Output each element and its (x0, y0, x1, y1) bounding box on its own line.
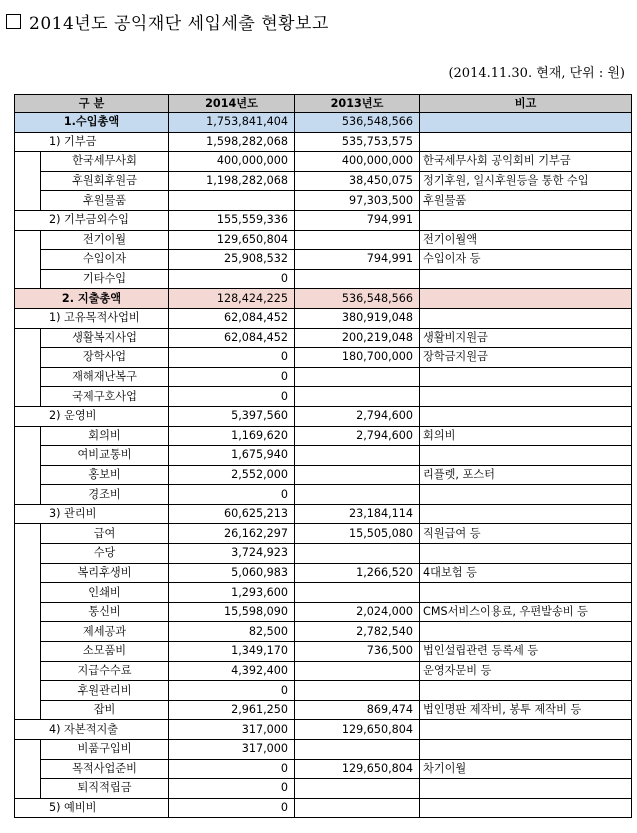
category-label: 1) 기부금 (15, 132, 169, 152)
remark (420, 544, 632, 564)
indent-cell (15, 524, 41, 720)
remark (420, 406, 632, 426)
remark: 직원급여 등 (420, 524, 632, 544)
amount-2013 (295, 779, 420, 799)
indent-cell (15, 426, 41, 504)
amount-2013: 1,266,520 (295, 563, 420, 583)
amount-2013 (295, 446, 420, 466)
item-label: 지급수수료 (41, 661, 169, 681)
amount-2013: 129,650,804 (295, 759, 420, 779)
table-row (15, 367, 632, 387)
table-row (15, 387, 632, 407)
amount-2013 (295, 367, 420, 387)
amount-2014: 0 (169, 387, 295, 407)
table-header (15, 95, 632, 113)
amount-2013 (295, 544, 420, 564)
remark (420, 583, 632, 603)
item-label: 통신비 (41, 602, 169, 622)
table-row (15, 191, 632, 211)
item-label: 퇴직적립금 (41, 779, 169, 799)
item-label: 복리후생비 (41, 563, 169, 583)
remark: 운영자문비 등 (420, 661, 632, 681)
amount-2014: 1,293,600 (169, 583, 295, 603)
table-row (15, 661, 632, 681)
indent-cell (15, 152, 41, 211)
amount-2014: 60,625,213 (169, 504, 295, 524)
table-body (15, 113, 632, 818)
remark (420, 132, 632, 152)
amount-2013 (295, 465, 420, 485)
table-row (15, 544, 632, 564)
remark (420, 740, 632, 760)
amount-2014: 82,500 (169, 622, 295, 642)
amount-2013 (295, 230, 420, 250)
item-label: 비품구입비 (41, 740, 169, 760)
table-row (15, 210, 632, 230)
amount-2014: 317,000 (169, 740, 295, 760)
table-row (15, 113, 632, 133)
item-label: 후원물품 (41, 191, 169, 211)
amount-2014: 1,675,940 (169, 446, 295, 466)
amount-2014: 1,198,282,068 (169, 171, 295, 191)
remark (420, 367, 632, 387)
remark: 생활비지원금 (420, 328, 632, 348)
table-row (15, 798, 632, 818)
amount-2013: 15,505,080 (295, 524, 420, 544)
remark (420, 779, 632, 799)
remark (420, 504, 632, 524)
item-label: 생활복지사업 (41, 328, 169, 348)
amount-2014: 0 (169, 269, 295, 289)
checkbox-icon (6, 14, 21, 29)
item-label: 수당 (41, 544, 169, 564)
amount-2014: 3,724,923 (169, 544, 295, 564)
table-row (15, 583, 632, 603)
amount-2014: 25,908,532 (169, 250, 295, 270)
table-row (15, 681, 632, 701)
table-row (15, 700, 632, 720)
remark (420, 681, 632, 701)
amount-2014: 1,169,620 (169, 426, 295, 446)
table-row (15, 465, 632, 485)
amount-2013: 38,450,075 (295, 171, 420, 191)
item-label: 인쇄비 (41, 583, 169, 603)
item-label: 목적사업준비 (41, 759, 169, 779)
table-row (15, 642, 632, 662)
amount-2013: 23,184,114 (295, 504, 420, 524)
item-label: 전기이월 (41, 230, 169, 250)
item-label: 후원회후원금 (41, 171, 169, 191)
remark: 수입이자 등 (420, 250, 632, 270)
category-label: 2) 기부금외수입 (15, 210, 169, 230)
table-row (15, 289, 632, 309)
amount-2013: 736,500 (295, 642, 420, 662)
title-bar (6, 8, 329, 34)
item-label: 기타수입 (41, 269, 169, 289)
amount-2014: 1,349,170 (169, 642, 295, 662)
page-title: 2014년도 공익재단 세입세출 현황보고 (29, 13, 329, 34)
table-row (15, 171, 632, 191)
amount-2013: 794,991 (295, 210, 420, 230)
header-category: 구 분 (15, 95, 169, 113)
item-label: 장학사업 (41, 348, 169, 368)
amount-2014: 62,084,452 (169, 308, 295, 328)
table-row (15, 446, 632, 466)
amount-2013 (295, 798, 420, 818)
amount-2013 (295, 661, 420, 681)
remark: 장학금지원금 (420, 348, 632, 368)
amount-2014: 2,961,250 (169, 700, 295, 720)
remark (420, 622, 632, 642)
amount-2013: 380,919,048 (295, 308, 420, 328)
amount-2014: 15,598,090 (169, 602, 295, 622)
table-row (15, 779, 632, 799)
amount-2014: 5,397,560 (169, 406, 295, 426)
item-label: 홍보비 (41, 465, 169, 485)
remark: 한국세무사회 공익회비 기부금 (420, 152, 632, 172)
amount-2013: 200,219,048 (295, 328, 420, 348)
amount-2013: 97,303,500 (295, 191, 420, 211)
remark (420, 113, 632, 133)
item-label: 재해재난복구 (41, 367, 169, 387)
item-label: 잡비 (41, 700, 169, 720)
table-row (15, 504, 632, 524)
table-row (15, 406, 632, 426)
amount-2014: 0 (169, 681, 295, 701)
table-row (15, 622, 632, 642)
amount-2013 (295, 681, 420, 701)
amount-2013: 536,548,566 (295, 289, 420, 309)
table-row (15, 740, 632, 760)
amount-2014: 62,084,452 (169, 328, 295, 348)
table-row (15, 308, 632, 328)
indent-cell (15, 230, 41, 289)
table-row (15, 250, 632, 270)
amount-2013: 2,794,600 (295, 426, 420, 446)
table-row (15, 759, 632, 779)
amount-2013: 794,991 (295, 250, 420, 270)
header-2014: 2014년도 (169, 95, 295, 113)
amount-2013: 180,700,000 (295, 348, 420, 368)
table-row (15, 524, 632, 544)
amount-2014: 26,162,297 (169, 524, 295, 544)
indent-cell (15, 740, 41, 799)
table-row (15, 348, 632, 368)
remark (420, 210, 632, 230)
amount-2013: 2,782,540 (295, 622, 420, 642)
category-label: 5) 예비비 (15, 798, 169, 818)
remark (420, 446, 632, 466)
item-label: 국제구호사업 (41, 387, 169, 407)
header-note: 비고 (420, 95, 632, 113)
amount-2014: 128,424,225 (169, 289, 295, 309)
item-label: 급여 (41, 524, 169, 544)
item-label: 소모품비 (41, 642, 169, 662)
table-row (15, 563, 632, 583)
amount-2013 (295, 583, 420, 603)
amount-2013: 2,024,000 (295, 602, 420, 622)
remark: 정기후원, 일시후원등을 통한 수입 (420, 171, 632, 191)
amount-2014: 0 (169, 367, 295, 387)
amount-2013: 536,548,566 (295, 113, 420, 133)
amount-2014: 317,000 (169, 720, 295, 740)
amount-2014: 1,598,282,068 (169, 132, 295, 152)
amount-2014: 2,552,000 (169, 465, 295, 485)
remark: CMS서비스이용료, 우편발송비 등 (420, 602, 632, 622)
table-row (15, 328, 632, 348)
amount-2014: 0 (169, 779, 295, 799)
item-label: 제세공과 (41, 622, 169, 642)
category-label: 1) 고유목적사업비 (15, 308, 169, 328)
remark: 법인설립관련 등록세 등 (420, 642, 632, 662)
amount-2013: 129,650,804 (295, 720, 420, 740)
amount-2013 (295, 269, 420, 289)
amount-2014: 400,000,000 (169, 152, 295, 172)
amount-2013: 535,753,575 (295, 132, 420, 152)
category-label: 4) 자본적지출 (15, 720, 169, 740)
table-row (15, 485, 632, 505)
amount-2014: 0 (169, 798, 295, 818)
table-row (15, 230, 632, 250)
remark: 전기이월액 (420, 230, 632, 250)
remark (420, 720, 632, 740)
amount-2014: 0 (169, 485, 295, 505)
remark: 법인명판 제작비, 봉투 제작비 등 (420, 700, 632, 720)
category-label: 2) 운영비 (15, 406, 169, 426)
item-label: 경조비 (41, 485, 169, 505)
remark: 리플렛, 포스터 (420, 465, 632, 485)
remark: 차기이월 (420, 759, 632, 779)
amount-2014 (169, 191, 295, 211)
amount-2013: 869,474 (295, 700, 420, 720)
amount-2014: 5,060,983 (169, 563, 295, 583)
remark (420, 308, 632, 328)
amount-2014: 129,650,804 (169, 230, 295, 250)
remark: 후원물품 (420, 191, 632, 211)
remark (420, 289, 632, 309)
table-row (15, 602, 632, 622)
item-label: 여비교통비 (41, 446, 169, 466)
total-label: 1.수입총액 (15, 113, 169, 133)
table-row (15, 426, 632, 446)
item-label: 후원관리비 (41, 681, 169, 701)
table-row (15, 152, 632, 172)
table-row (15, 269, 632, 289)
remark: 4대보험 등 (420, 563, 632, 583)
remark (420, 269, 632, 289)
table-row (15, 132, 632, 152)
budget-table (14, 94, 632, 818)
remark (420, 485, 632, 505)
amount-2013 (295, 485, 420, 505)
remark: 회의비 (420, 426, 632, 446)
item-label: 회의비 (41, 426, 169, 446)
amount-2013: 2,794,600 (295, 406, 420, 426)
table-row (15, 720, 632, 740)
item-label: 한국세무사회 (41, 152, 169, 172)
amount-2013: 400,000,000 (295, 152, 420, 172)
unit-note: (2014.11.30. 현재, 단위 : 원) (448, 66, 625, 81)
amount-2014: 4,392,400 (169, 661, 295, 681)
remark (420, 387, 632, 407)
category-label: 3) 관리비 (15, 504, 169, 524)
amount-2014: 0 (169, 759, 295, 779)
amount-2013 (295, 387, 420, 407)
item-label: 수입이자 (41, 250, 169, 270)
amount-2014: 1,753,841,404 (169, 113, 295, 133)
indent-cell (15, 328, 41, 406)
amount-2014: 155,559,336 (169, 210, 295, 230)
header-2013: 2013년도 (295, 95, 420, 113)
remark (420, 798, 632, 818)
amount-2013 (295, 740, 420, 760)
total-label: 2. 지출총액 (15, 289, 169, 309)
amount-2014: 0 (169, 348, 295, 368)
